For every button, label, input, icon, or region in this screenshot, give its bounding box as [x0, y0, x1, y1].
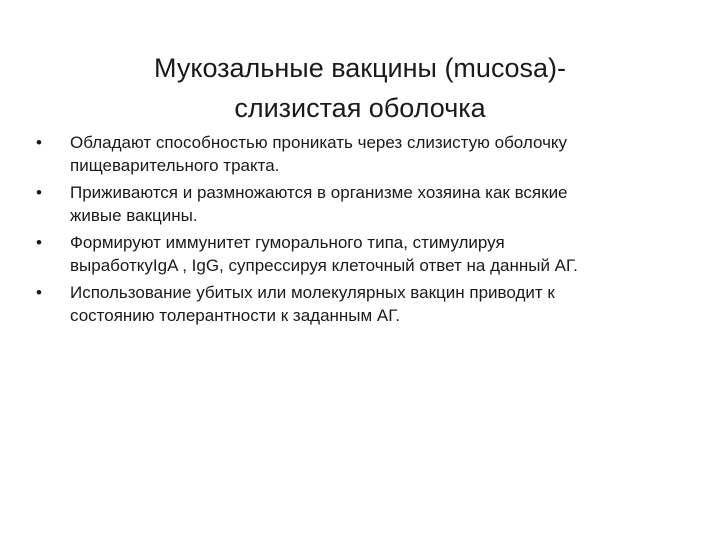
- slide-title-line-2: слизистая оболочка: [234, 93, 486, 124]
- bullet-dot-icon: •: [36, 233, 42, 252]
- bullet-line: живые вакцины.: [70, 206, 198, 225]
- slide-title-line-1: Мукозальные вакцины (mucosa)-: [154, 53, 566, 84]
- bullet-line: состоянию толерантности к заданным АГ.: [70, 306, 401, 325]
- bullet-line: Обладают способностью проникать через слизистую оболочку: [70, 133, 568, 152]
- bullet-dot-icon: •: [36, 183, 42, 202]
- bullet-dot-icon: •: [36, 133, 42, 152]
- bullet-item: [32, 231, 692, 277]
- bullet-item: [32, 181, 692, 227]
- bullet-line: Формируют иммунитет гуморального типа, стимулируя: [70, 233, 505, 252]
- bullet-text: [70, 181, 692, 227]
- bullet-line: Использование убитых или молекулярных вакцин приводит к: [70, 283, 555, 302]
- bullet-dot-icon: •: [36, 283, 42, 302]
- bullet-list: [32, 131, 692, 331]
- bullet-text: [70, 231, 692, 277]
- slide-title: [60, 48, 660, 128]
- bullet-line: пищеварительного тракта.: [70, 156, 280, 175]
- bullet-item: [32, 131, 692, 177]
- bullet-line: Приживаются и размножаются в организме хозяина как всякие: [70, 183, 568, 202]
- bullet-item: [32, 281, 692, 327]
- bullet-text: [70, 281, 692, 327]
- bullet-line: выработкуIgA , IgG, супрессируя клеточный ответ на данный АГ.: [70, 256, 578, 275]
- bullet-text: [70, 131, 692, 177]
